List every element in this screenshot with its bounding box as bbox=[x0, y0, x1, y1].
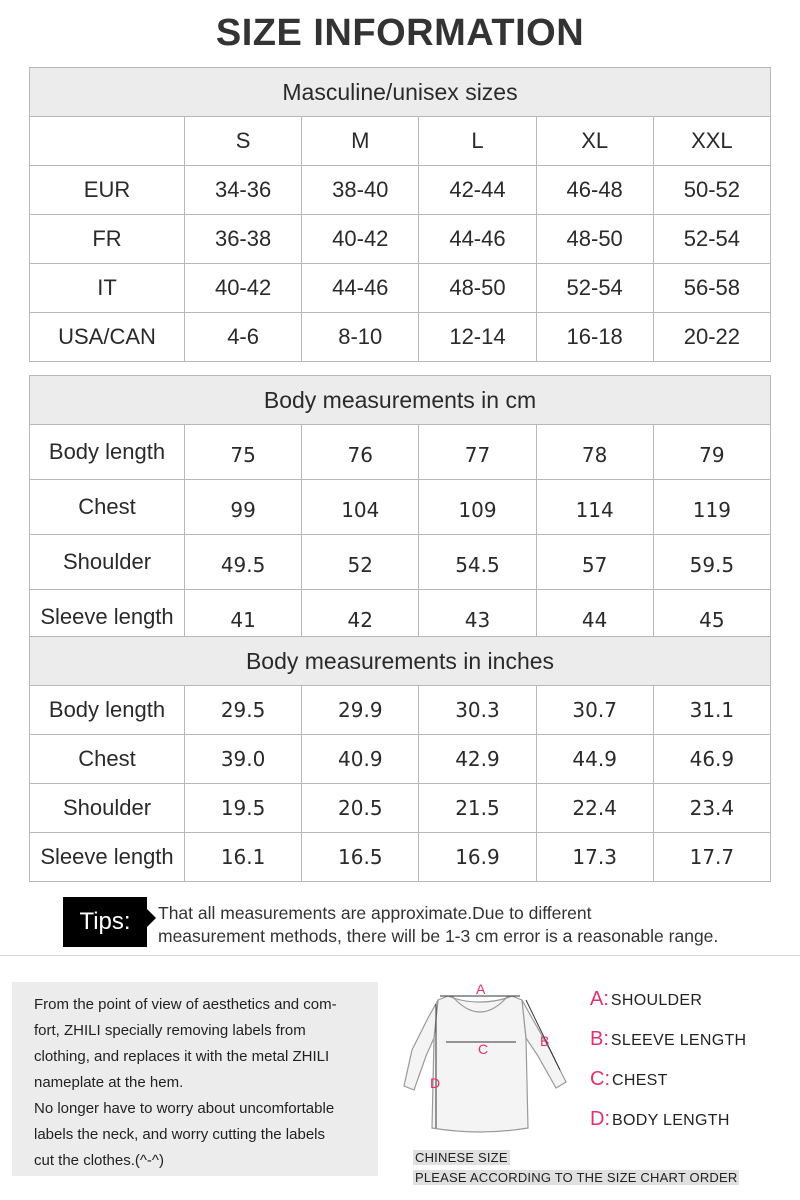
info-line: nameplate at the hem. bbox=[34, 1074, 184, 1091]
table-cell: 46-48 bbox=[536, 166, 653, 215]
marker-a: A bbox=[476, 981, 486, 997]
table-cell: 34-36 bbox=[185, 166, 302, 215]
row-label: Body length bbox=[30, 425, 185, 480]
label-info-box bbox=[12, 982, 378, 1176]
table-cell: 104 bbox=[302, 480, 419, 535]
table-cell: 36-38 bbox=[185, 215, 302, 264]
order-note bbox=[413, 1170, 773, 1185]
table-cell: 119 bbox=[653, 480, 770, 535]
shirt-body-outline bbox=[432, 996, 528, 1132]
legend-label: SHOULDER bbox=[610, 992, 703, 1009]
table-cell: 12-14 bbox=[419, 313, 536, 362]
inch-table-header: Body measurements in inches bbox=[30, 637, 771, 686]
table-cell: 48-50 bbox=[536, 215, 653, 264]
row-label: Chest bbox=[30, 480, 185, 535]
info-line: cut the clothes.(^-^) bbox=[34, 1152, 164, 1169]
row-label: IT bbox=[30, 264, 185, 313]
size-columns-row bbox=[30, 117, 771, 166]
cm-measurements-table bbox=[29, 375, 771, 645]
table-cell: 54.5 bbox=[419, 535, 536, 590]
table-cell: 30.3 bbox=[419, 686, 536, 735]
table-cell: 38-40 bbox=[302, 166, 419, 215]
table-cell: 75 bbox=[185, 425, 302, 480]
shirt-diagram bbox=[400, 978, 570, 1150]
table-cell: 20-22 bbox=[653, 313, 770, 362]
legend-label: BODY LENGTH bbox=[612, 1112, 730, 1129]
table-cell: 40-42 bbox=[185, 264, 302, 313]
table-cell: 76 bbox=[302, 425, 419, 480]
tips-line: measurement methods, there will be 1-3 cm error is a reasonable range. bbox=[158, 926, 719, 946]
table-cell: 39.0 bbox=[185, 735, 302, 784]
table-cell: 40-42 bbox=[302, 215, 419, 264]
info-line: No longer have to worry about uncomfortable bbox=[34, 1100, 335, 1117]
table-cell: 16.5 bbox=[302, 833, 419, 882]
table-cell: 56-58 bbox=[653, 264, 770, 313]
page-title: SIZE INFORMATION bbox=[215, 12, 585, 54]
divider bbox=[0, 955, 800, 956]
table-row bbox=[30, 313, 771, 362]
size-conversion-table bbox=[29, 67, 771, 362]
row-label: Sleeve length bbox=[30, 590, 185, 645]
row-label: USA/CAN bbox=[30, 313, 185, 362]
table-row bbox=[30, 480, 771, 535]
table-row bbox=[30, 833, 771, 882]
legend-item bbox=[590, 1108, 790, 1138]
info-line: fort, ZHILI specially removing labels from bbox=[34, 1022, 306, 1039]
table-cell: 46.9 bbox=[653, 735, 770, 784]
column-header: L bbox=[419, 117, 536, 166]
row-label: Sleeve length bbox=[30, 833, 185, 882]
table-cell: 29.9 bbox=[302, 686, 419, 735]
table-cell: 42 bbox=[302, 590, 419, 645]
legend-item bbox=[590, 988, 790, 1018]
row-label: Chest bbox=[30, 735, 185, 784]
table-cell: 40.9 bbox=[302, 735, 419, 784]
table-cell: 59.5 bbox=[653, 535, 770, 590]
tips-section bbox=[63, 897, 783, 947]
legend-letter: B: bbox=[590, 1028, 609, 1050]
table-cell: 16.1 bbox=[185, 833, 302, 882]
info-text bbox=[34, 992, 364, 1174]
table-cell: 44 bbox=[536, 590, 653, 645]
note-text: PLEASE ACCORDING TO THE SIZE CHART ORDER bbox=[415, 1170, 738, 1185]
column-header: M bbox=[302, 117, 419, 166]
chinese-size-note bbox=[413, 1150, 773, 1165]
table-row bbox=[30, 264, 771, 313]
table-row bbox=[30, 686, 771, 735]
row-label: Shoulder bbox=[30, 535, 185, 590]
legend-label: CHEST bbox=[612, 1072, 668, 1089]
table-cell: 23.4 bbox=[653, 784, 770, 833]
table-cell: 79 bbox=[653, 425, 770, 480]
table-cell: 30.7 bbox=[536, 686, 653, 735]
table-cell: 57 bbox=[536, 535, 653, 590]
cm-table-header: Body measurements in cm bbox=[30, 376, 771, 425]
legend-item bbox=[590, 1068, 790, 1098]
table-cell: 49.5 bbox=[185, 535, 302, 590]
table-cell: 50-52 bbox=[653, 166, 770, 215]
table-cell: 22.4 bbox=[536, 784, 653, 833]
tips-line: That all measurements are approximate.Due to different bbox=[158, 903, 592, 923]
table-cell: 17.7 bbox=[653, 833, 770, 882]
table-cell: 114 bbox=[536, 480, 653, 535]
table-cell: 16-18 bbox=[536, 313, 653, 362]
table-cell: 17.3 bbox=[536, 833, 653, 882]
marker-d: D bbox=[430, 1075, 441, 1091]
table-row bbox=[30, 735, 771, 784]
column-header: XXL bbox=[653, 117, 770, 166]
legend-letter: D: bbox=[590, 1108, 610, 1130]
table-cell: 19.5 bbox=[185, 784, 302, 833]
table-cell: 29.5 bbox=[185, 686, 302, 735]
size-table-header: Masculine/unisex sizes bbox=[30, 68, 771, 117]
table-cell: 41 bbox=[185, 590, 302, 645]
legend-letter: A: bbox=[590, 988, 609, 1010]
table-row bbox=[30, 425, 771, 480]
table-row bbox=[30, 166, 771, 215]
table-row bbox=[30, 784, 771, 833]
row-label: Body length bbox=[30, 686, 185, 735]
tips-arrow-icon bbox=[147, 909, 156, 927]
table-cell: 44-46 bbox=[419, 215, 536, 264]
table-cell: 78 bbox=[536, 425, 653, 480]
tips-badge: Tips: bbox=[63, 897, 147, 947]
corner-cell bbox=[30, 117, 185, 166]
legend-label: SLEEVE LENGTH bbox=[610, 1032, 747, 1049]
table-cell: 8-10 bbox=[302, 313, 419, 362]
table-cell: 16.9 bbox=[419, 833, 536, 882]
legend-item bbox=[590, 1028, 790, 1058]
table-cell: 42.9 bbox=[419, 735, 536, 784]
table-cell: 99 bbox=[185, 480, 302, 535]
marker-c: C bbox=[478, 1041, 489, 1057]
marker-b: B bbox=[540, 1033, 550, 1049]
table-cell: 77 bbox=[419, 425, 536, 480]
table-cell: 42-44 bbox=[419, 166, 536, 215]
row-label: Shoulder bbox=[30, 784, 185, 833]
table-cell: 44.9 bbox=[536, 735, 653, 784]
table-row bbox=[30, 215, 771, 264]
column-header: S bbox=[185, 117, 302, 166]
table-cell: 109 bbox=[419, 480, 536, 535]
table-cell: 44-46 bbox=[302, 264, 419, 313]
legend-letter: C: bbox=[590, 1068, 610, 1090]
table-cell: 52-54 bbox=[653, 215, 770, 264]
tips-text bbox=[158, 902, 788, 948]
table-cell: 4-6 bbox=[185, 313, 302, 362]
info-line: From the point of view of aesthetics and com- bbox=[34, 996, 337, 1013]
info-line: labels the neck, and worry cutting the labels bbox=[34, 1126, 325, 1143]
row-label: FR bbox=[30, 215, 185, 264]
column-header: XL bbox=[536, 117, 653, 166]
table-cell: 20.5 bbox=[302, 784, 419, 833]
table-cell: 52-54 bbox=[536, 264, 653, 313]
info-line: clothing, and replaces it with the metal ZHILI bbox=[34, 1048, 330, 1065]
table-cell: 31.1 bbox=[653, 686, 770, 735]
row-label: EUR bbox=[30, 166, 185, 215]
table-cell: 48-50 bbox=[419, 264, 536, 313]
table-row bbox=[30, 535, 771, 590]
note-text: CHINESE SIZE bbox=[415, 1150, 508, 1165]
table-cell: 43 bbox=[419, 590, 536, 645]
table-cell: 21.5 bbox=[419, 784, 536, 833]
table-cell: 45 bbox=[653, 590, 770, 645]
inch-measurements-table bbox=[29, 636, 771, 882]
table-cell: 52 bbox=[302, 535, 419, 590]
